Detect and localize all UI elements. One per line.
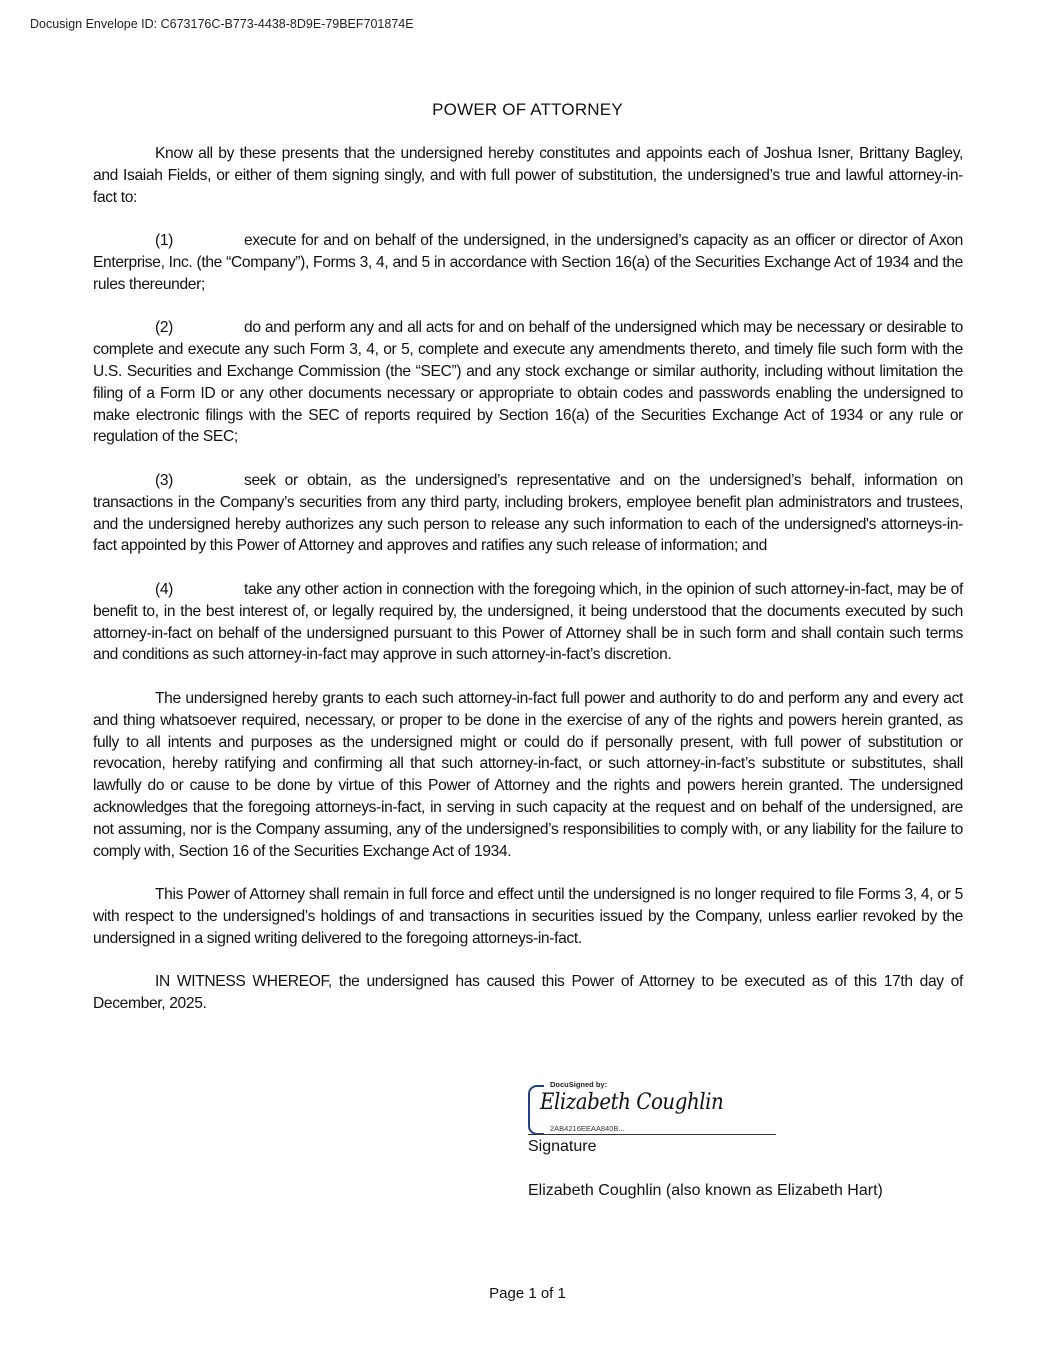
grant-paragraph: The undersigned hereby grants to each such attorney-in-fact full power and authority to do and perform any and every act and thing whatsoever required, necessary, or proper to be done in the exercise of any of the rights and powers herein granted, as fully to all intents and purposes as the undersigned might or could do if personally present, with full power of substitution or revocation, hereby ratifying and confirming all that such attorney-in-fact, or such attorney-in-fact’s substitute or substitutes, shall lawfully do or cause to be done by virtue of this Power of Attorney and the rights and powers herein granted. The undersigned acknowledges that the foregoing attorneys-in-fact, in serving in such capacity at the request and on behalf of the undersigned, are not assuming, nor is the Company assuming, any of the undersigned’s responsibilities to comply with, or any liability for the failure to comply with, Section 16 of the Securities Exchange Act of 1934. (93, 689, 963, 860)
document-body (93, 143, 963, 1037)
clause-number: (2) (155, 319, 174, 337)
clause-text: take any other action in connection with the foregoing which, in the opinion of such attorney-in-fact, may be of benefit to, in the best interest of, or legally required by, the undersigned, it being understood that the documents executed by such attorney-in-fact on behalf of the undersigned pursuant to this Power of Attorney shall be in such form and shall contain such terms and conditions as such attorney-in-fact may approve in such attorney-in-fact’s discretion. (93, 580, 963, 664)
duration-paragraph: This Power of Attorney shall remain in full force and effect until the undersigned is no longer required to file Forms 3, 4, or 5 with respect to the undersigned’s holdings of and transactions in securities issued by the Company, unless earlier revoked by the undersigned in a signed writing delivered to the foregoing attorneys-in-fact. (93, 886, 963, 947)
intro-paragraph: Know all by these presents that the undersigned hereby constitutes and appoints each of Joshua Isner, Brittany Bagley, and Isaiah Fields, or either of them signing singly, and with full power of substitution, the undersigned’s true and lawful attorney-in-fact to: (93, 145, 963, 206)
signature-block (528, 1080, 883, 1199)
clause-3 (93, 470, 963, 557)
handwritten-signature: Elizabeth Coughlin (540, 1090, 724, 1115)
clause-number: (1) (155, 232, 174, 250)
clause-text: do and perform any and all acts for and on behalf of the undersigned which may be necessary or desirable to complete and execute any such Form 3, 4, or 5, complete and execute any amendments thereto, and timely file such form with the U.S. Securities and Exchange Commission (the “SEC”) and any stock exchange or similar authority, including without limitation the filing of a Form ID or any other documents necessary or appropriate to obtain codes and passwords enabling the undersigned to make electronic filings with the SEC of reports required by Section 16(a) of the Securities Exchange Act of 1934 or any rule or regulation of the SEC; (93, 319, 963, 446)
clause-1 (93, 230, 963, 295)
signature-caption: Signature (528, 1138, 597, 1155)
envelope-id: Docusign Envelope ID: C673176C-B773-4438-8D9E-79BEF701874E (30, 17, 414, 31)
clause-number: (4) (155, 580, 174, 598)
clause-4 (93, 579, 963, 666)
signer-name: Elizabeth Coughlin (also known as Elizabeth Hart) (528, 1182, 883, 1199)
page-number: Page 1 of 1 (489, 1285, 566, 1302)
signature-id: 2AB4216EEAA840B... (550, 1124, 625, 1133)
clause-2 (93, 317, 963, 448)
docusign-stamp (528, 1080, 776, 1134)
clause-text: seek or obtain, as the undersigned’s representative and on the undersigned’s behalf, information on transactions in the Company’s securities from any third party, including brokers, employee benefit plan administrators and trustees, and the undersigned hereby authorizes any such person to release any such information to each of the undersigned's attorneys-in-fact appointed by this Power of Attorney and approves and ratifies any such release of information; and (93, 471, 963, 555)
signature-line (528, 1134, 776, 1135)
clause-number: (3) (155, 471, 174, 489)
docusigned-label: DocuSigned by: (550, 1080, 608, 1089)
document-title: POWER OF ATTORNEY (432, 100, 623, 119)
clause-text: execute for and on behalf of the undersigned, in the undersigned’s capacity as an officer or director of Axon Enterprise, Inc. (the “Company”), Forms 3, 4, and 5 in accordance with Section 16(a) of the Securities Exchange Act of 1934 and the rules thereunder; (93, 232, 963, 293)
witness-paragraph: IN WITNESS WHEREOF, the undersigned has caused this Power of Attorney to be executed as of this 17th day of December, 2025. (93, 973, 963, 1013)
